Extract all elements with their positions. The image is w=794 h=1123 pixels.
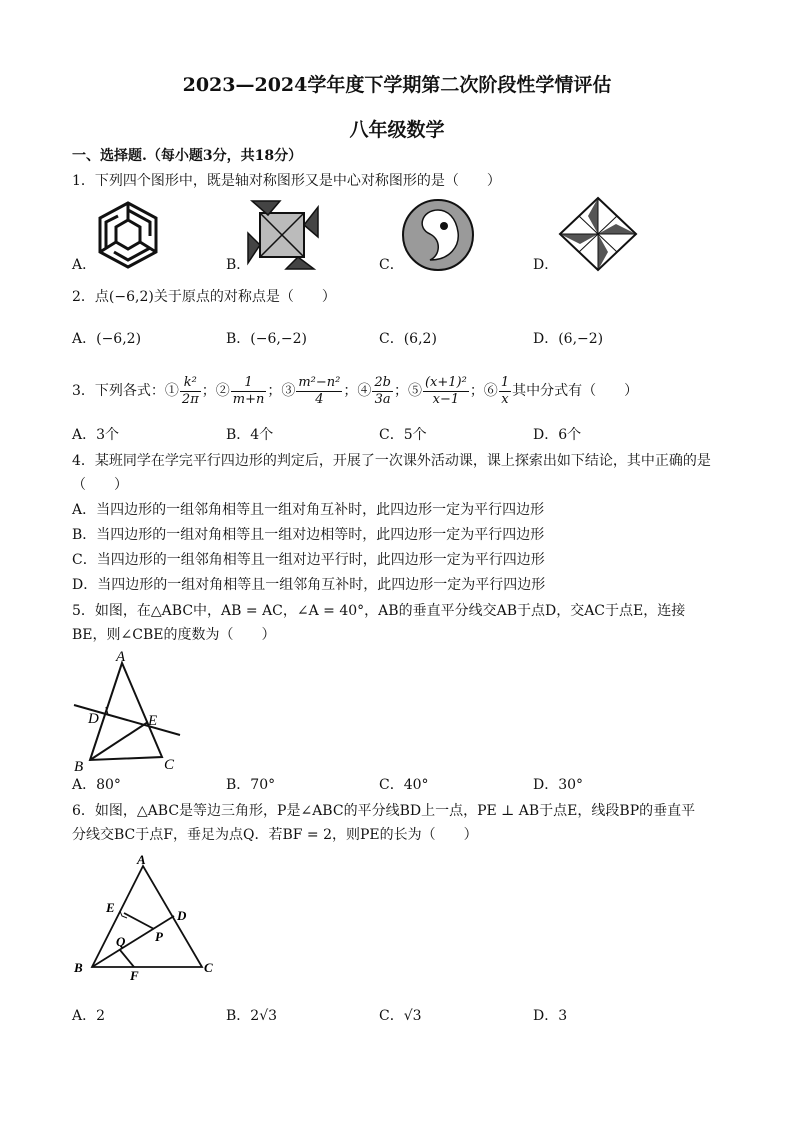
- q4-option-c: C．当四边形的一组邻角相等且一组对边平行时，此四边形一定为平行四边形: [72, 552, 545, 568]
- q2-stem: 2．点(−6,2)关于原点的对称点是（ ）: [72, 289, 336, 305]
- q3-sep-4: ；④: [343, 383, 372, 399]
- q3-f2-numerator: 1: [231, 375, 267, 392]
- q3-f3-denominator: 4: [315, 391, 324, 407]
- q3-fraction-6: [499, 375, 511, 408]
- q3-f6-numerator: 1: [500, 374, 510, 390]
- q3-f6-denominator: x: [501, 391, 509, 407]
- q1-figure-a: [96, 200, 160, 270]
- exam-subtitle: 八年级数学: [349, 119, 445, 141]
- q3-sep-2: ；②: [201, 383, 230, 399]
- q6-label-c: C: [204, 960, 213, 975]
- q3-fraction-1: [180, 375, 201, 408]
- q3-fraction-5: [423, 375, 469, 408]
- q5-stem-line2: BE，则∠CBE的度数为（ ）: [72, 627, 276, 643]
- q4-stem-line1: 4．某班同学在学完平行四边形的判定后，开展了一次课外活动课，课上探索出如下结论，其中正确的是: [72, 453, 711, 469]
- q3-fraction-4: [372, 375, 393, 408]
- q5-option-d: D．30°: [533, 777, 584, 793]
- q2-option-c: C．(6,2): [379, 331, 437, 347]
- q6-label-e: E: [106, 900, 115, 915]
- q3-fraction-3: [296, 375, 342, 408]
- q1-figure-b: [244, 197, 322, 273]
- q3-sep-3: ；③: [267, 383, 296, 399]
- q6-option-c: C．√3: [379, 1008, 422, 1024]
- q5-label-d: D: [88, 711, 99, 727]
- q2-option-d: D．(6,−2): [533, 331, 604, 347]
- q5-option-b: B．70°: [226, 777, 276, 793]
- q6-triangle-figure: [70, 850, 220, 985]
- q3-f1-numerator: k²: [180, 375, 201, 392]
- q3-f1-denominator: 2π: [181, 391, 199, 407]
- q5-label-b: B: [74, 759, 84, 775]
- q3-fraction-2: [231, 375, 267, 408]
- q3-suffix: 其中分式有（ ）: [512, 383, 639, 399]
- q4-option-a: A．当四边形的一组邻角相等且一组对角互补时，此四边形一定为平行四边形: [72, 502, 545, 518]
- q6-label-a: A: [137, 852, 146, 867]
- q4-stem-line2: （ ）: [72, 477, 128, 493]
- q1-option-d: D．: [533, 257, 559, 273]
- q3-option-c: C．5个: [379, 427, 427, 443]
- q3-sep-5: ；⑤: [393, 383, 422, 399]
- q2-option-b: B．(−6,−2): [226, 331, 307, 347]
- q6-label-p: P: [155, 929, 163, 944]
- q5-triangle-figure: [70, 645, 190, 775]
- q1-option-a: A．: [72, 257, 97, 273]
- q5-stem-line1: 5．如图，在△ABC中，AB = AC，∠A = 40°，AB的垂直平分线交AB于点D，交AC于点E，连接: [72, 603, 686, 619]
- q3-f2-denominator: m+n: [232, 391, 265, 407]
- q6-stem-line1: 6．如图，△ABC是等边三角形，P是∠ABC的平分线BD上一点，PE ⊥ AB于点E，线段BP的垂直平: [72, 803, 696, 819]
- q5-option-c: C．40°: [379, 777, 429, 793]
- q1-figure-c: [400, 198, 476, 272]
- q3-f5-denominator: x−1: [432, 391, 460, 407]
- q3-stem: [72, 371, 638, 411]
- q2-option-a: A．(−6,2): [72, 331, 142, 347]
- q1-option-b: B．: [226, 257, 251, 273]
- q3-option-a: A．3个: [72, 427, 120, 443]
- q3-f4-numerator: 2b: [374, 374, 391, 390]
- q6-option-b: B．2√3: [226, 1008, 278, 1024]
- q1-option-c: C．: [379, 257, 404, 273]
- q3-sep-6: ；⑥: [469, 383, 498, 399]
- q5-label-c: C: [164, 757, 175, 773]
- q6-stem-line2: 分线交BC于点F，垂足为点Q．若BF = 2，则PE的长为（ ）: [72, 827, 478, 843]
- q6-label-q: Q: [116, 934, 126, 949]
- q1-stem: 1．下列四个图形中，既是轴对称图形又是中心对称图形的是（ ）: [72, 173, 501, 189]
- q6-label-d: D: [177, 908, 187, 923]
- q5-label-a: A: [116, 649, 126, 665]
- q6-option-d: D．3: [533, 1008, 568, 1024]
- q6-label-b: B: [74, 960, 83, 975]
- exam-title: 2023—2024学年度下学期第二次阶段性学情评估: [182, 74, 612, 96]
- q1-figure-d: [558, 196, 638, 272]
- q3-f5-numerator: (x+1)²: [424, 374, 467, 390]
- section-heading: 一、选择题.（每小题3分，共18分）: [72, 148, 303, 164]
- q4-option-b: B．当四边形的一组对角相等且一组对边相等时，此四边形一定为平行四边形: [72, 527, 545, 543]
- q3-f3-numerator: m²−n²: [298, 374, 341, 390]
- q3-prefix: 3．下列各式：①: [72, 383, 179, 399]
- q3-f4-denominator: 3a: [374, 391, 391, 407]
- q5-option-a: A．80°: [72, 777, 121, 793]
- q4-option-d: D．当四边形的一组对角相等且一组邻角互补时，此四边形一定为平行四边形: [72, 577, 546, 593]
- q3-option-d: D．6个: [533, 427, 582, 443]
- q6-option-a: A．2: [72, 1008, 106, 1024]
- q5-label-e: E: [148, 713, 158, 729]
- q6-label-f: F: [130, 968, 139, 983]
- q3-option-b: B．4个: [226, 427, 274, 443]
